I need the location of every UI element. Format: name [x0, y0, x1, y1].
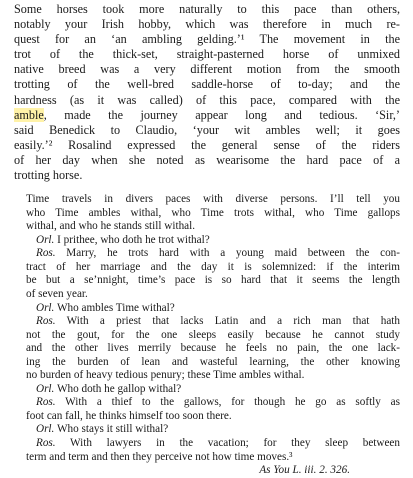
quote-line: term and term and then they perceive not how time moves.³: [26, 450, 293, 463]
text-fragment: , made the journey appear long and tedious. ‘Sir,’: [43, 107, 400, 122]
text-line: Some horses took more naturally to this pace than others,: [14, 2, 400, 16]
quote-line: be but a se’nnight, time’s pace is so hard that it seems the length: [26, 274, 400, 287]
highlighted-word: amble: [14, 107, 44, 122]
quote-line: ing the burden of lean and wasteful learning, the other knowing: [26, 355, 400, 368]
speaker-name: Ros.: [36, 396, 56, 409]
text-line: said Benedick to Claudio, ‘your wit ambles well; it goes: [14, 122, 400, 137]
text-fragment: I prithee, who doth he trot withal?: [54, 233, 210, 246]
quote-line: [26, 247, 400, 261]
text-line: trot of the thick-set, straight-pasterned horse of unmixed: [14, 47, 400, 62]
quote-line: [26, 315, 400, 329]
text-line: native breed was a very different motion from the smooth: [14, 62, 400, 77]
speaker-name: Orl.: [36, 382, 55, 395]
quote-line: [26, 437, 400, 451]
speaker-name: Ros.: [36, 247, 56, 260]
citation: As You L. iii. 2. 326.: [259, 464, 350, 477]
block-quote: [14, 193, 400, 477]
quote-line: of seven year.: [26, 287, 88, 300]
text-fragment: With a priest that lacks Latin and a rich man that hath: [55, 315, 400, 328]
text-line: [14, 108, 400, 123]
quote-line: who Time ambles withal, who Time trots withal, who Time gallops: [26, 206, 400, 219]
speaker-name: Orl.: [36, 301, 55, 314]
text-fragment: Marry, he trots hard with a young maid between the con-: [55, 247, 400, 260]
text-line: trotting of the well-bred saddle-horse of to-day; and the: [14, 77, 400, 92]
quote-line: foot can fall, he thinks himself too soon there.: [26, 409, 232, 422]
quote-line: and the other lives merrily because he feels no pain, the one lack-: [26, 342, 400, 355]
quote-line: [26, 396, 400, 410]
quote-line: [26, 234, 400, 248]
text-fragment: With a thief to the gallows, for though he go as softly as: [55, 396, 400, 409]
text-line: trotting horse.: [14, 168, 83, 183]
quote-line: withal, and who he stands still withal.: [26, 220, 196, 233]
speaker-name: Ros.: [36, 436, 56, 449]
quote-line: not the gout, for the one sleeps easily because he cannot study: [26, 328, 400, 341]
quote-line: [26, 302, 400, 316]
quote-line: tract of her marriage and the day it is solemnized: if the interim: [26, 260, 400, 273]
text-fragment: Who stays it still withal?: [54, 423, 169, 436]
quote-line: [26, 383, 400, 397]
text-fragment: Who doth he gallop withal?: [54, 382, 182, 395]
speaker-name: Ros.: [36, 315, 56, 328]
quote-line: [26, 423, 400, 437]
text-fragment: Who ambles Time withal?: [54, 301, 175, 314]
quote-line: Time travels in divers paces with diverse persons. I’ll tell you: [26, 193, 400, 206]
text-line: notably your Irish hobby, which was therefore in much re-: [14, 17, 400, 32]
speaker-name: Orl.: [36, 423, 55, 436]
quote-line: no burden of heavy tedious penury; these Time ambles withal.: [26, 369, 305, 382]
text-fragment: With lawyers in the vacation; for they sleep between: [55, 436, 400, 449]
text-line: quest for an ‘an ambling gelding.’¹ The movement in the: [14, 32, 400, 47]
body-paragraph: [14, 2, 400, 183]
text-line: easily.’² Rosalind expressed the general sense of the riders: [14, 137, 400, 152]
text-line: of her day when she noted as wearisome the hard pace of a: [14, 152, 400, 167]
text-line: hardness (as it was called) of this pace, compared with the: [14, 92, 400, 107]
speaker-name: Orl.: [36, 233, 55, 246]
